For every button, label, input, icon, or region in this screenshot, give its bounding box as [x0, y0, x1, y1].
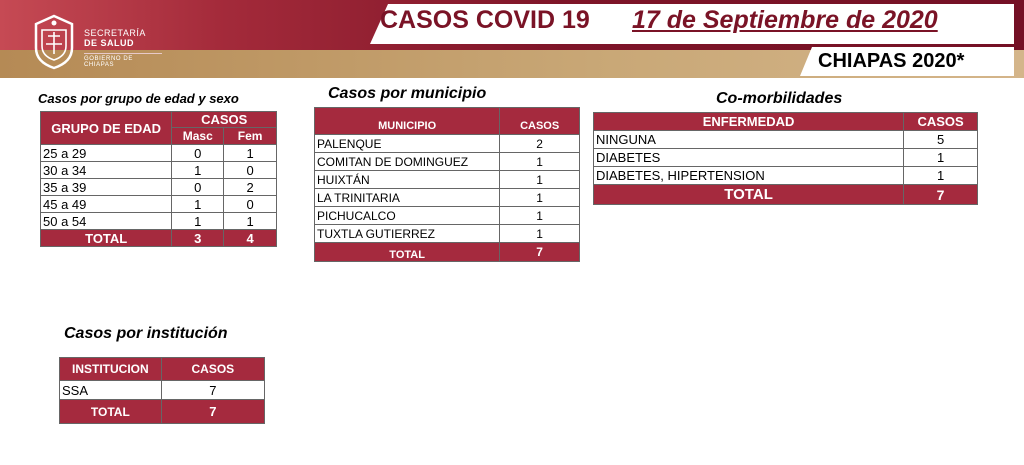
total-fem: 4 [224, 230, 277, 247]
col-masc-header: Masc [172, 128, 224, 145]
report-date: 17 de Septiembre de 2020 [632, 6, 938, 34]
table-row [315, 207, 580, 225]
org-line-2: DE SALUD [84, 38, 135, 48]
col-casos-header: CASOS [500, 108, 580, 135]
total-masc: 3 [172, 230, 224, 247]
municipio-cell: LA TRINITARIA [315, 189, 500, 207]
total-label: TOTAL [60, 400, 162, 424]
organization-name [84, 28, 162, 68]
table-row [60, 381, 265, 400]
casos-cell: 1 [500, 225, 580, 243]
institucion-cell: SSA [60, 381, 162, 400]
municipio-cell: HUIXTÁN [315, 171, 500, 189]
table-row [594, 149, 978, 167]
municipio-cell: TUXTLA GUTIERREZ [315, 225, 500, 243]
masc-cell: 1 [172, 213, 224, 230]
grupo-cell: 35 a 39 [41, 179, 172, 196]
fem-cell: 1 [224, 213, 277, 230]
org-line-1: SECRETARÍA [84, 28, 146, 38]
total-label: TOTAL [594, 185, 904, 205]
table-row [41, 196, 277, 213]
institucion-table [59, 357, 265, 424]
fem-cell: 1 [224, 145, 277, 162]
enfermedad-cell: NINGUNA [594, 131, 904, 149]
table-row [315, 225, 580, 243]
col-enfermedad-header: ENFERMEDAD [594, 113, 904, 131]
table-row [41, 179, 277, 196]
total-row [60, 400, 265, 424]
col-casos-header: CASOS [904, 113, 978, 131]
total-value: 7 [904, 185, 978, 205]
table-row [41, 213, 277, 230]
total-value: 7 [161, 400, 264, 424]
col-municipio-header: MUNICIPIO [315, 108, 500, 135]
col-casos-header: CASOS [172, 112, 277, 128]
table-row [594, 167, 978, 185]
edad-sexo-title: Casos por grupo de edad y sexo [38, 91, 239, 106]
col-casos-header: CASOS [161, 358, 264, 381]
org-line-3: GOBIERNO DE CHIAPAS [84, 53, 162, 68]
total-row [41, 230, 277, 247]
table-row [315, 189, 580, 207]
comorbilidades-table [593, 112, 978, 205]
casos-cell: 2 [500, 135, 580, 153]
secretaria-salud-logo-icon [32, 14, 76, 70]
fem-cell: 2 [224, 179, 277, 196]
table-row [594, 131, 978, 149]
enfermedad-cell: DIABETES, HIPERTENSION [594, 167, 904, 185]
total-label: TOTAL [315, 243, 500, 262]
total-label: TOTAL [41, 230, 172, 247]
casos-cell: 7 [161, 381, 264, 400]
casos-cell: 1 [500, 171, 580, 189]
fem-cell: 0 [224, 162, 277, 179]
casos-cell: 1 [904, 149, 978, 167]
institucion-title: Casos por institución [64, 325, 228, 342]
total-row [594, 185, 978, 205]
comorbilidades-title: Co-morbilidades [716, 90, 843, 107]
col-institucion-header: INSTITUCION [60, 358, 162, 381]
fem-cell: 0 [224, 196, 277, 213]
municipio-cell: COMITAN DE DOMINGUEZ [315, 153, 500, 171]
masc-cell: 1 [172, 196, 224, 213]
casos-cell: 1 [904, 167, 978, 185]
table-row [315, 153, 580, 171]
page-title: CASOS COVID 19 [380, 6, 590, 34]
casos-cell: 1 [500, 189, 580, 207]
col-grupo-header: GRUPO DE EDAD [41, 112, 172, 145]
municipio-cell: PALENQUE [315, 135, 500, 153]
municipio-table [314, 107, 580, 262]
masc-cell: 0 [172, 179, 224, 196]
casos-cell: 1 [500, 153, 580, 171]
table-row [41, 145, 277, 162]
grupo-cell: 45 a 49 [41, 196, 172, 213]
col-fem-header: Fem [224, 128, 277, 145]
grupo-cell: 50 a 54 [41, 213, 172, 230]
total-row [315, 243, 580, 262]
masc-cell: 0 [172, 145, 224, 162]
edad-sexo-table [40, 111, 277, 247]
grupo-cell: 25 a 29 [41, 145, 172, 162]
state-label: CHIAPAS 2020* [818, 50, 965, 72]
municipio-cell: PICHUCALCO [315, 207, 500, 225]
table-row [315, 135, 580, 153]
table-row [315, 171, 580, 189]
municipio-title: Casos por municipio [328, 85, 487, 102]
enfermedad-cell: DIABETES [594, 149, 904, 167]
casos-cell: 1 [500, 207, 580, 225]
masc-cell: 1 [172, 162, 224, 179]
table-row [41, 162, 277, 179]
casos-cell: 5 [904, 131, 978, 149]
grupo-cell: 30 a 34 [41, 162, 172, 179]
total-value: 7 [500, 243, 580, 262]
